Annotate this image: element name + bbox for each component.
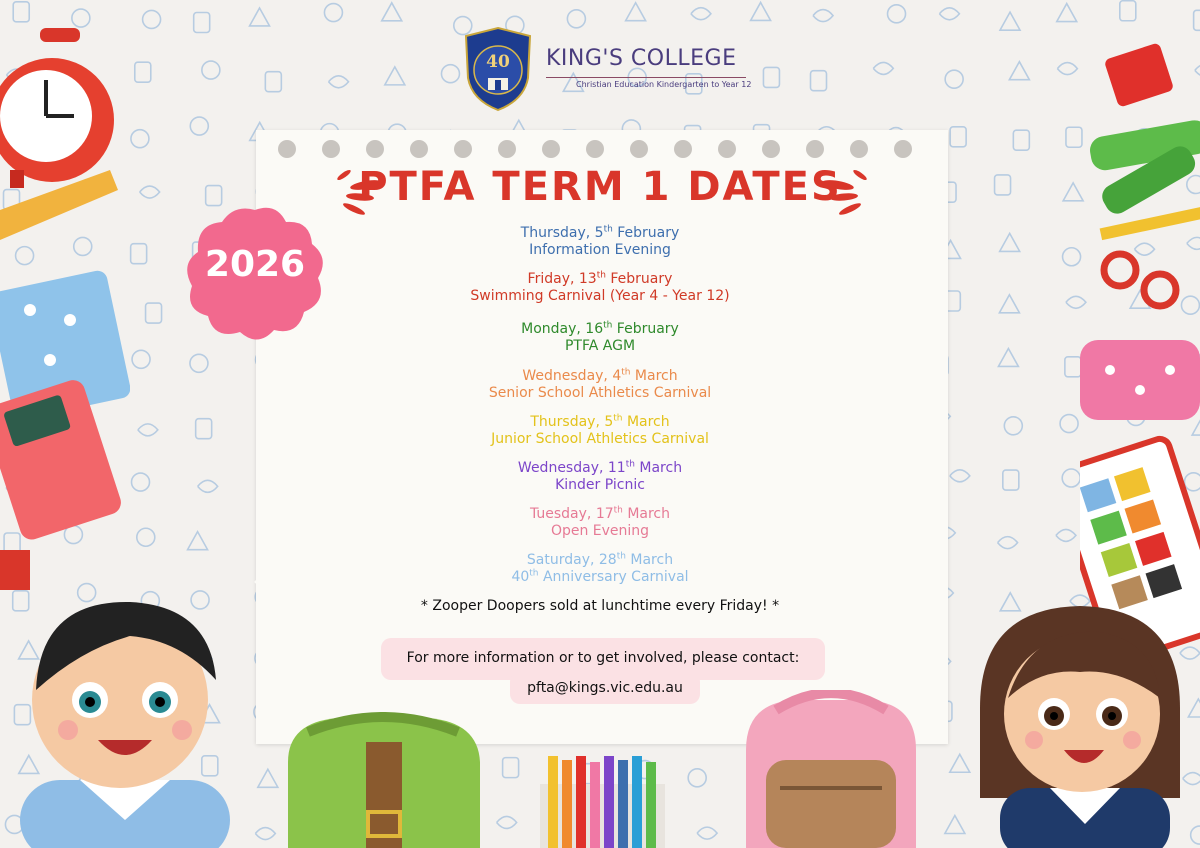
doodle-shape <box>497 816 517 828</box>
event-description: Open Evening <box>550 523 650 539</box>
event-description: Senior School Athletics Carnival <box>488 385 712 401</box>
event-item <box>400 552 800 586</box>
event-date: Thursday, 5th February <box>520 224 680 241</box>
doodle-shape <box>196 419 212 439</box>
doodle-shape <box>688 769 706 787</box>
event-item <box>400 460 800 494</box>
girl-illustration <box>960 588 1200 848</box>
doodle-shape <box>939 8 959 20</box>
doodle-shape <box>188 532 208 550</box>
doodle-shape <box>697 827 717 839</box>
doodle-shape <box>998 537 1018 549</box>
doodle-shape <box>950 127 966 147</box>
doodle-shape <box>382 3 402 21</box>
event-date: Saturday, 28th March <box>526 551 674 568</box>
doodle-shape <box>265 72 281 92</box>
doodle-shape <box>250 8 270 26</box>
doodle-shape <box>198 480 218 492</box>
doodle-shape <box>202 61 220 79</box>
event-date: Tuesday, 17th March <box>529 505 671 522</box>
doodle-shape <box>1065 357 1081 377</box>
doodle-shape <box>385 67 405 85</box>
green-backpack-icon <box>268 712 498 848</box>
coloured-pencils-icon <box>540 756 665 848</box>
college-subtitle: Christian Education Kindergarten to Year 12 <box>576 80 752 89</box>
doodle-shape <box>441 65 459 83</box>
doodle-shape <box>190 354 208 372</box>
event-description: PTFA AGM <box>564 338 636 354</box>
doodle-shape <box>132 350 150 368</box>
event-description: Junior School Athletics Carnival <box>491 431 709 447</box>
event-date: Thursday, 5th March <box>530 413 670 430</box>
doodle-shape <box>146 303 162 323</box>
contact-text: For more information or to get involved, please contact: <box>406 650 800 666</box>
boy-illustration <box>10 580 240 848</box>
doodle-shape <box>888 5 906 23</box>
event-item <box>400 225 800 259</box>
doodle-shape <box>131 244 147 264</box>
event-item <box>400 506 800 540</box>
event-description: Swimming Carnival (Year 4 - Year 12) <box>470 288 730 304</box>
doodle-shape <box>1004 417 1022 435</box>
doodle-shape <box>691 8 711 20</box>
stationery-right-icon <box>1080 40 1200 660</box>
doodle-shape <box>143 10 161 28</box>
paper-tear <box>248 560 278 700</box>
year-badge-text: 2026 <box>204 244 306 285</box>
doodle-shape <box>1062 469 1080 487</box>
event-description: 40th Anniversary Carnival <box>511 568 689 585</box>
college-divider <box>546 77 746 78</box>
doodle-shape <box>1003 470 1019 490</box>
stationery-left-icon <box>0 170 130 590</box>
doodle-shape <box>873 62 893 74</box>
doodle-shape <box>1060 415 1078 433</box>
doodle-shape <box>950 470 970 482</box>
doodle-shape <box>1009 62 1029 80</box>
event-date: Wednesday, 4th March <box>522 367 678 384</box>
doodle-shape <box>1013 130 1029 150</box>
doodle-shape <box>626 3 646 21</box>
crest-number: 40 <box>486 52 510 72</box>
event-item <box>400 368 800 402</box>
doodle-shape <box>135 62 151 82</box>
binder-holes <box>270 140 930 164</box>
doodle-shape <box>751 2 771 20</box>
doodle-shape <box>131 130 149 148</box>
event-date: Friday, 13th February <box>527 270 673 287</box>
doodle-shape <box>998 348 1018 366</box>
doodle-shape <box>1194 10 1200 30</box>
doodle-shape <box>1057 4 1077 22</box>
event-item <box>400 271 800 305</box>
doodle-shape <box>999 295 1019 313</box>
event-date: Monday, 16th February <box>521 320 679 337</box>
zooper-note: * Zooper Doopers sold at lunchtime every Friday! * <box>420 598 780 614</box>
college-logo <box>462 26 762 116</box>
doodle-shape <box>138 424 158 436</box>
doodle-shape <box>1000 233 1020 251</box>
doodle-shape <box>13 2 29 22</box>
doodle-shape <box>1000 12 1020 30</box>
event-description: Information Evening <box>529 242 671 258</box>
doodle-shape <box>1057 63 1077 75</box>
event-description: Kinder Picnic <box>555 477 645 493</box>
doodle-shape <box>194 13 210 33</box>
doodle-shape <box>1056 529 1076 541</box>
doodle-shape <box>1063 248 1081 266</box>
college-name: KING'S COLLEGE <box>546 46 737 71</box>
page-title: PTFA TERM 1 DATES <box>358 164 842 210</box>
doodle-shape <box>503 758 519 778</box>
doodle-shape <box>137 528 155 546</box>
doodle-shape <box>945 70 963 88</box>
doodle-shape <box>190 117 208 135</box>
doodle-shape <box>329 76 349 88</box>
doodle-shape <box>132 473 150 491</box>
event-date: Wednesday, 11th March <box>517 459 683 476</box>
event-item <box>400 414 800 448</box>
doodle-shape <box>813 10 833 22</box>
pink-backpack-icon <box>736 690 926 848</box>
doodle-shape <box>811 71 827 91</box>
contact-email: pfta@kings.vic.edu.au <box>527 680 683 696</box>
doodle-shape <box>324 4 342 22</box>
event-item <box>400 321 800 355</box>
doodle-shape <box>763 67 779 87</box>
doodle-shape <box>1120 1 1136 21</box>
